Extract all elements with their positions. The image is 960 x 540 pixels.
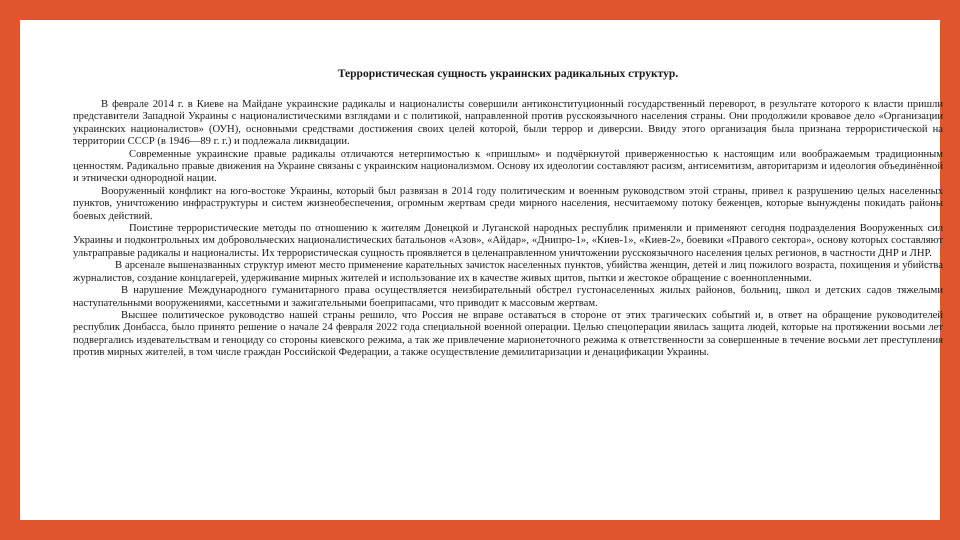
paragraph-6: В нарушение Международного гуманитарного права осуществляется неизбирательный обстрел густонаселенных жилых районов, больниц, школ и детских садов тяжелыми наступательными вооружениями, кассетными и зажигательными боеприпасами, что приводит к массовым жертвам. [73, 285, 943, 309]
document-body [73, 67, 943, 360]
paragraph-1: В феврале 2014 г. в Киеве на Майдане украинские радикалы и националисты совершили антиконституционный государственный переворот, в результате которого к власти пришли представители Западной Украины с националистическими взглядами и с политикой, направленной против русскоязычного населения страны. Они продолжили кровавое дело «Организации украинских националистов» (ОУН), основными средствами достижения своих целей которой, были террор и диверсии. Ввиду этого организация была признана террористической на территории СССР (в 1946—89 г. г.) и подлежала ликвидации. [73, 99, 943, 148]
paragraph-3: Вооруженный конфликт на юго-востоке Украины, который был развязан в 2014 году политическим и военным руководством этой страны, привел к разрушению целых населенных пунктов, уничтожению инфраструктуры и систем жизнеобеспечения, огромным жертвам среди мирного населения, несчитаемому потоку беженцев, которые вынуждены покидать районы боевых действий. [73, 185, 943, 222]
paragraph-2: Современные украинские правые радикалы отличаются нетерпимостью к «пришлым» и подчёркнутой приверженностью к настоящим или воображаемым традиционным ценностям. Радикально правые движения на Украине связаны с украинским национализмом. Основу их идеологии составляют расизм, антисемитизм, авторитаризм и идеология объединённой и этнически однородной нации. [73, 148, 943, 185]
paragraph-4: Поистине террористические методы по отношению к жителям Донецкой и Луганской народных республик применяли и применяют сегодня подразделения Вооруженных сил Украины и подконтрольных им добровольческих националистических батальонов «Азов», «Айдар», «Днипро-1», «Киев-1», «Киев-2», боевики «Правого сектора», основу которых составляют ультраправые радикалы и националисты. Их террористическая сущность проявляется в целенаправленном уничтожении русскоязычного населения целых регионов, в частности ДНР и ЛНР. [73, 223, 943, 259]
document-title: Террористическая сущность украинских радикальных структур. [337, 68, 679, 80]
text-body [73, 99, 943, 360]
paragraph-5: В арсенале вышеназванных структур имеют место применение карательных зачисток населенных пунктов, убийства женщин, детей и лиц пожилого возраста, похищения и убийства журналистов, создание концлагерей, удерживание мирных жителей и использование их в качестве живых щитов, пытки и жестокое обращение с военнопленными. [73, 260, 943, 284]
paragraph-7: Высшее политическое руководство нашей страны решило, что Россия не вправе оставаться в стороне от этих трагических событий и, в ответ на обращение руководителей республик Донбасса, было принято решение о начале 24 февраля 2022 года специальной военной операции. Целью спецоперации явилась защита людей, которые на протяжении восьми лет подвергались издевательствам и геноциду со стороны киевского режима, а так же привлечение марионеточного режима к ответственности за совершенные в течение восьми лет преступления против мирных жителей, в том числе граждан Российской Федерации, а также осуществление демилитаризации и денацификации Украины. [73, 309, 943, 359]
slide [20, 20, 943, 520]
